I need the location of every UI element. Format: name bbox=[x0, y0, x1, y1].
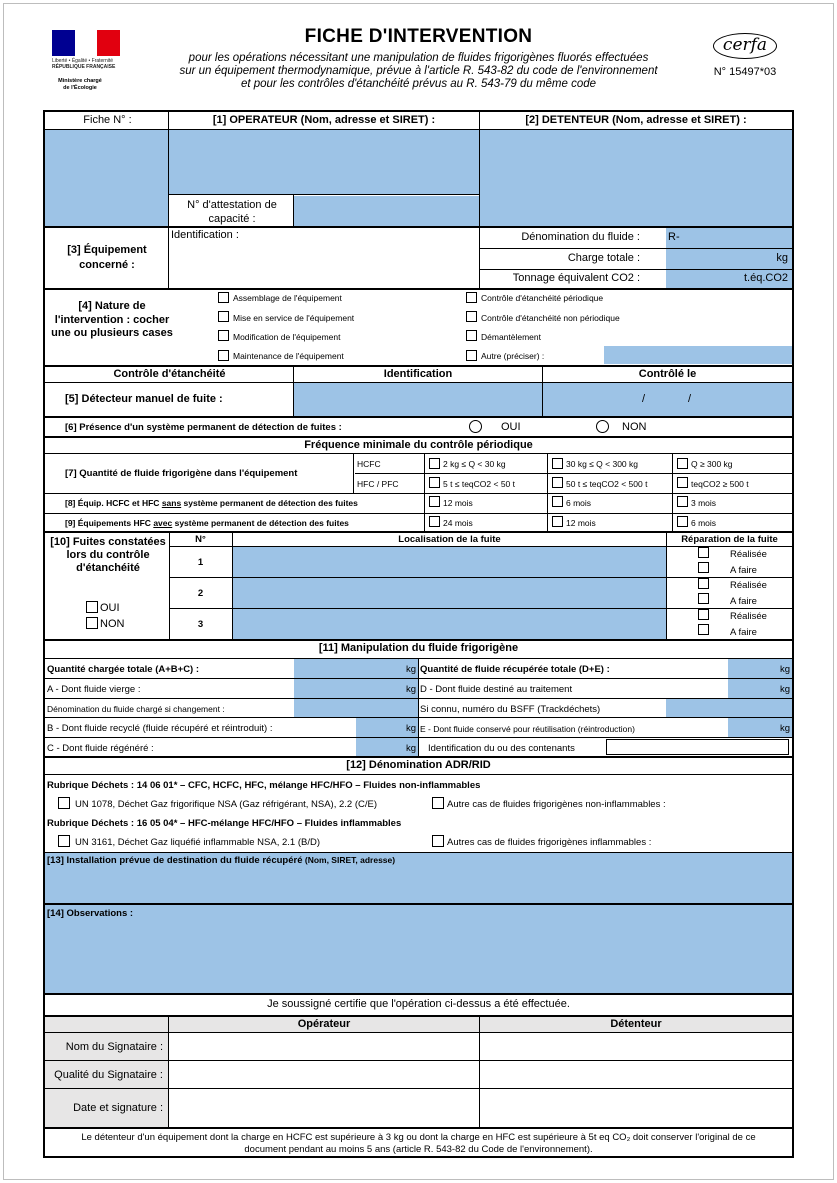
equipement-label: [3] Équipement concerné : bbox=[67, 244, 147, 271]
fluide-conserve-label: E - Dont fluide conservé pour réutilisation (réintroduction) bbox=[420, 724, 635, 734]
fluide-change-input[interactable] bbox=[294, 699, 418, 718]
controle-non-periodique-checkbox[interactable] bbox=[466, 311, 477, 322]
fluide-vierge-label: A - Dont fluide vierge : bbox=[47, 684, 141, 695]
fuite-row-2-afaire-label: A faire bbox=[730, 596, 757, 607]
operateur-qualite-input[interactable] bbox=[170, 1061, 478, 1087]
detecteur-date-input[interactable] bbox=[543, 383, 792, 416]
hfc-opt1-label: 5 t ≤ teqCO2 < 50 t bbox=[443, 479, 515, 489]
assemblage-checkbox[interactable] bbox=[218, 292, 229, 303]
cerfa-number: N° 15497*03 bbox=[713, 66, 777, 78]
fuite-row-1-realisee-checkbox[interactable] bbox=[698, 547, 709, 558]
hfc-opt2-checkbox[interactable] bbox=[552, 477, 563, 488]
sans-opt1-label: 12 mois bbox=[443, 498, 473, 508]
controle-non-periodique-label: Contrôle d'étanchéité non périodique bbox=[481, 313, 620, 323]
fluide-label: Dénomination du fluide : bbox=[521, 231, 640, 243]
hfc-opt2-label: 50 t ≤ teqCO2 < 500 t bbox=[566, 479, 648, 489]
quantite-recuperee-unit: kg bbox=[779, 664, 790, 675]
fuites-label: [10] Fuites constatées lors du contrôle d'étanchéité bbox=[50, 536, 166, 574]
date-separator-2: / bbox=[688, 393, 692, 405]
ministry-label: Ministère chargé de l'Écologie bbox=[58, 78, 102, 91]
contenants-input[interactable] bbox=[606, 739, 789, 755]
controle-periodique-label: Contrôle d'étanchéité périodique bbox=[481, 293, 604, 303]
fuite-row-2-number: 2 bbox=[197, 588, 204, 599]
quantite-recuperee-label: Quantité de fluide récupérée totale (D+E) : bbox=[420, 664, 610, 675]
fuites-oui-label: OUI bbox=[100, 602, 120, 614]
fuite-row-2-afaire-checkbox[interactable] bbox=[698, 593, 709, 604]
fluide-regenere-label: C - Dont fluide régénéré : bbox=[47, 743, 154, 754]
controle-etancheite-header: Contrôle d'étanchéité bbox=[113, 368, 226, 380]
detenteur-nom-input[interactable] bbox=[481, 1033, 791, 1059]
fuite-row-2-localisation-input[interactable] bbox=[233, 578, 666, 608]
fuites-non-label: NON bbox=[100, 618, 125, 630]
avec-opt1-checkbox[interactable] bbox=[429, 516, 440, 527]
equip-avec-label: [9] Équipements HFC avec système permanent de détection des fuites bbox=[65, 518, 349, 528]
nom-signataire-label: Nom du Signataire : bbox=[65, 1041, 163, 1053]
detenteur-input[interactable] bbox=[480, 130, 792, 226]
controle-periodique-checkbox[interactable] bbox=[466, 292, 477, 303]
avec-opt2-checkbox[interactable] bbox=[552, 516, 563, 527]
autre-non-inflammable-checkbox[interactable] bbox=[432, 797, 444, 809]
bsff-input[interactable] bbox=[666, 699, 792, 718]
fluide-prefix: R- bbox=[668, 231, 680, 243]
operateur-input[interactable] bbox=[169, 130, 479, 194]
page-subtitle: pour les opérations nécessitant une manipulation de fluides frigorigènes fluorés effectuées sur un équipement thermodynamique, prévue à l'article R. 543-82 du code de l'environnement et pour les contrôles d'étanchéité prévus au R. 543-79 du même code bbox=[179, 52, 658, 90]
quantite-chargee-unit: kg bbox=[405, 664, 416, 675]
fuite-number-header: N° bbox=[195, 534, 206, 545]
un3161-label: UN 3161, Déchet Gaz liquéfié inflammable NSA, 2.1 (B/D) bbox=[75, 837, 320, 848]
demantelement-checkbox[interactable] bbox=[466, 330, 477, 341]
adr-rid-title: [12] Dénomination ADR/RID bbox=[346, 759, 491, 771]
nature-intervention-label: [4] Nature de l'intervention : cocher une ou plusieurs cases bbox=[51, 300, 173, 339]
modification-checkbox[interactable] bbox=[218, 330, 229, 341]
detection-non-radio[interactable] bbox=[596, 420, 609, 433]
assemblage-label: Assemblage de l'équipement bbox=[233, 293, 342, 303]
demantelement-label: Démantèlement bbox=[481, 332, 542, 342]
hcfc-opt1-checkbox[interactable] bbox=[429, 458, 440, 469]
operateur-nom-input[interactable] bbox=[170, 1033, 478, 1059]
operateur-label: [1] OPERATEUR (Nom, adresse et SIRET) : bbox=[212, 114, 436, 126]
fluide-traitement-label: D - Dont fluide destiné au traitement bbox=[420, 684, 573, 695]
installation-destination-label: [13] Installation prévue de destination du fluide récupéré (Nom, SIRET, adresse) bbox=[47, 855, 396, 866]
fuite-row-3-afaire-checkbox[interactable] bbox=[698, 624, 709, 635]
fluide-change-label: Dénomination du fluide chargé si changement : bbox=[47, 704, 225, 714]
header bbox=[0, 0, 837, 110]
quantite-fluide-label: [7] Quantité de fluide frigorigène dans l'équipement bbox=[65, 468, 298, 479]
tonnage-label: Tonnage équivalent CO2 : bbox=[512, 272, 640, 284]
autre-label: Autre (préciser) : bbox=[481, 351, 545, 361]
hcfc-opt2-checkbox[interactable] bbox=[552, 458, 563, 469]
avec-opt2-label: 12 mois bbox=[566, 518, 596, 528]
hcfc-opt1-label: 2 kg ≤ Q < 30 kg bbox=[443, 459, 506, 469]
qualite-signataire-label: Qualité du Signataire : bbox=[54, 1069, 163, 1081]
quantite-chargee-label: Quantité chargée totale (A+B+C) : bbox=[47, 664, 200, 675]
tonnage-unit: t.éq.CO2 bbox=[743, 272, 788, 284]
avec-opt1-label: 24 mois bbox=[443, 518, 473, 528]
modification-label: Modification de l'équipement bbox=[233, 332, 341, 342]
mise-en-service-label: Mise en service de l'équipement bbox=[233, 313, 355, 323]
fluide-input[interactable] bbox=[666, 228, 792, 248]
fuite-row-3-number: 3 bbox=[197, 619, 204, 630]
detenteur-qualite-input[interactable] bbox=[481, 1061, 791, 1087]
attestation-input[interactable] bbox=[294, 196, 479, 226]
fuite-row-1-afaire-label: A faire bbox=[730, 565, 757, 576]
fuites-oui-checkbox[interactable] bbox=[86, 601, 98, 613]
charge-unit: kg bbox=[776, 252, 788, 264]
fuite-row-3-realisee-label: Réalisée bbox=[730, 611, 767, 622]
manipulation-title: [11] Manipulation du fluide frigorigène bbox=[318, 642, 519, 654]
page-title: FICHE D'INTERVENTION bbox=[304, 26, 533, 47]
maintenance-label: Maintenance de l'équipement bbox=[233, 351, 344, 361]
hcfc-opt2-label: 30 kg ≤ Q < 300 kg bbox=[566, 459, 639, 469]
charge-label: Charge totale : bbox=[567, 252, 640, 264]
autre-inflammable-checkbox[interactable] bbox=[432, 835, 444, 847]
autre-inflammable-label: Autres cas de fluides frigorigènes inflammables : bbox=[447, 837, 652, 848]
fluide-recycle-unit: kg bbox=[405, 723, 416, 734]
hcfc-opt3-checkbox[interactable] bbox=[677, 458, 688, 469]
hfc-pfc-label: HFC / PFC bbox=[357, 479, 399, 489]
detecteur-identification-input[interactable] bbox=[294, 383, 542, 416]
detenteur-column-header: Détenteur bbox=[610, 1018, 662, 1030]
contenants-label: Identification du ou des contenants bbox=[428, 743, 575, 754]
hcfc-label: HCFC bbox=[357, 459, 381, 469]
fuite-row-3-afaire-label: A faire bbox=[730, 627, 757, 638]
fuite-row-1-localisation-input[interactable] bbox=[233, 547, 666, 577]
autre-input[interactable] bbox=[604, 346, 792, 364]
fuite-row-2-realisee-checkbox[interactable] bbox=[698, 578, 709, 589]
fuite-row-2-realisee-label: Réalisée bbox=[730, 580, 767, 591]
fluide-recycle-label: B - Dont fluide recyclé (fluide récupéré et réintroduit) : bbox=[47, 723, 273, 734]
certification-statement: Je soussigné certifie que l'opération ci-dessus a été effectuée. bbox=[267, 998, 570, 1010]
hfc-opt3-label: teqCO2 ≥ 500 t bbox=[691, 479, 749, 489]
localisation-header: Localisation de la fuite bbox=[398, 534, 501, 545]
republique-motto: Liberté • Égalité • Fraternité RÉPUBLIQUE FRANÇAISE bbox=[52, 58, 116, 70]
mise-en-service-checkbox[interactable] bbox=[218, 311, 229, 322]
detection-non-label: NON bbox=[622, 421, 647, 433]
fluide-regenere-unit: kg bbox=[405, 743, 416, 754]
hfc-opt3-checkbox[interactable] bbox=[677, 477, 688, 488]
fuite-row-1-afaire-checkbox[interactable] bbox=[698, 562, 709, 573]
attestation-label: N° d'attestation de capacité : bbox=[187, 199, 277, 225]
sans-opt2-label: 6 mois bbox=[566, 498, 592, 508]
fuite-row-1-realisee-label: Réalisée bbox=[730, 549, 767, 560]
un1078-checkbox[interactable] bbox=[58, 797, 70, 809]
date-signature-label: Date et signature : bbox=[73, 1102, 163, 1114]
reparation-header: Réparation de la fuite bbox=[681, 534, 778, 545]
hfc-opt1-checkbox[interactable] bbox=[429, 477, 440, 488]
cerfa-logo: cerfa bbox=[713, 33, 777, 59]
equip-sans-label: [8] Équip. HCFC et HFC sans système permanent de détection des fuites bbox=[65, 498, 358, 508]
detection-permanente-label: [6] Présence d'un système permanent de détection de fuites : bbox=[65, 422, 342, 433]
sans-opt1-checkbox[interactable] bbox=[429, 496, 440, 507]
detection-oui-radio[interactable] bbox=[469, 420, 482, 433]
autre-checkbox[interactable] bbox=[466, 350, 477, 361]
date-separator-1: / bbox=[642, 393, 646, 405]
identification-input[interactable] bbox=[170, 244, 478, 288]
autre-non-inflammable-label: Autre cas de fluides frigorigènes non-inflammables : bbox=[447, 799, 666, 810]
detecteur-label: [5] Détecteur manuel de fuite : bbox=[65, 393, 223, 405]
observations-input[interactable] bbox=[45, 905, 792, 993]
operateur-column-header: Opérateur bbox=[297, 1018, 351, 1030]
fiche-number-input[interactable] bbox=[45, 130, 168, 226]
maintenance-checkbox[interactable] bbox=[218, 350, 229, 361]
detection-oui-label: OUI bbox=[501, 421, 521, 433]
detenteur-signature-input[interactable] bbox=[481, 1089, 791, 1127]
hcfc-opt3-label: Q ≥ 300 kg bbox=[691, 459, 733, 469]
fluide-conserve-unit: kg bbox=[779, 723, 790, 734]
identification-header: Identification bbox=[383, 368, 453, 380]
operateur-signature-input[interactable] bbox=[170, 1089, 478, 1127]
footer-notice: Le détenteur d'un équipement dont la charge en HCFC est supérieure à 3 kg ou dont la charge en HFC est supérieure à 5t eq CO₂ doit conserver l'original de ce document pendant au moins 5 ans (article R. 543-82 du Code de l'environnement). bbox=[81, 1132, 756, 1155]
fluide-traitement-unit: kg bbox=[779, 684, 790, 695]
rubrique-2-label: Rubrique Déchets : 16 05 04* – HFC-mélange HFC/HFO – Fluides inflammables bbox=[47, 818, 402, 829]
fuites-non-checkbox[interactable] bbox=[86, 617, 98, 629]
observations-label: [14] Observations : bbox=[47, 908, 134, 919]
sans-opt3-checkbox[interactable] bbox=[677, 496, 688, 507]
avec-opt3-checkbox[interactable] bbox=[677, 516, 688, 527]
avec-opt3-label: 6 mois bbox=[691, 518, 717, 528]
identification-label: Identification : bbox=[171, 229, 239, 241]
fuite-row-3-localisation-input[interactable] bbox=[233, 609, 666, 639]
rubrique-1-label: Rubrique Déchets : 14 06 01* – CFC, HCFC, HFC, mélange HFC/HFO – Fluides non-inflammables bbox=[47, 780, 481, 791]
fluide-vierge-unit: kg bbox=[405, 684, 416, 695]
sans-opt3-label: 3 mois bbox=[691, 498, 717, 508]
controle-le-header: Contrôlé le bbox=[638, 368, 697, 380]
sans-opt2-checkbox[interactable] bbox=[552, 496, 563, 507]
frequence-title: Fréquence minimale du contrôle périodique bbox=[304, 439, 533, 451]
un1078-label: UN 1078, Déchet Gaz frigorifique NSA (Gaz réfrigérant, NSA), 2.2 (C/E) bbox=[75, 799, 378, 810]
detenteur-label: [2] DETENTEUR (Nom, adresse et SIRET) : bbox=[525, 114, 747, 126]
bsff-label: Si connu, numéro du BSFF (Trackdéchets) bbox=[420, 704, 601, 715]
fuite-row-3-realisee-checkbox[interactable] bbox=[698, 609, 709, 620]
fuite-row-1-number: 1 bbox=[197, 557, 204, 568]
fiche-label: Fiche N° : bbox=[83, 114, 132, 126]
un3161-checkbox[interactable] bbox=[58, 835, 70, 847]
intervention-form bbox=[43, 110, 794, 1158]
